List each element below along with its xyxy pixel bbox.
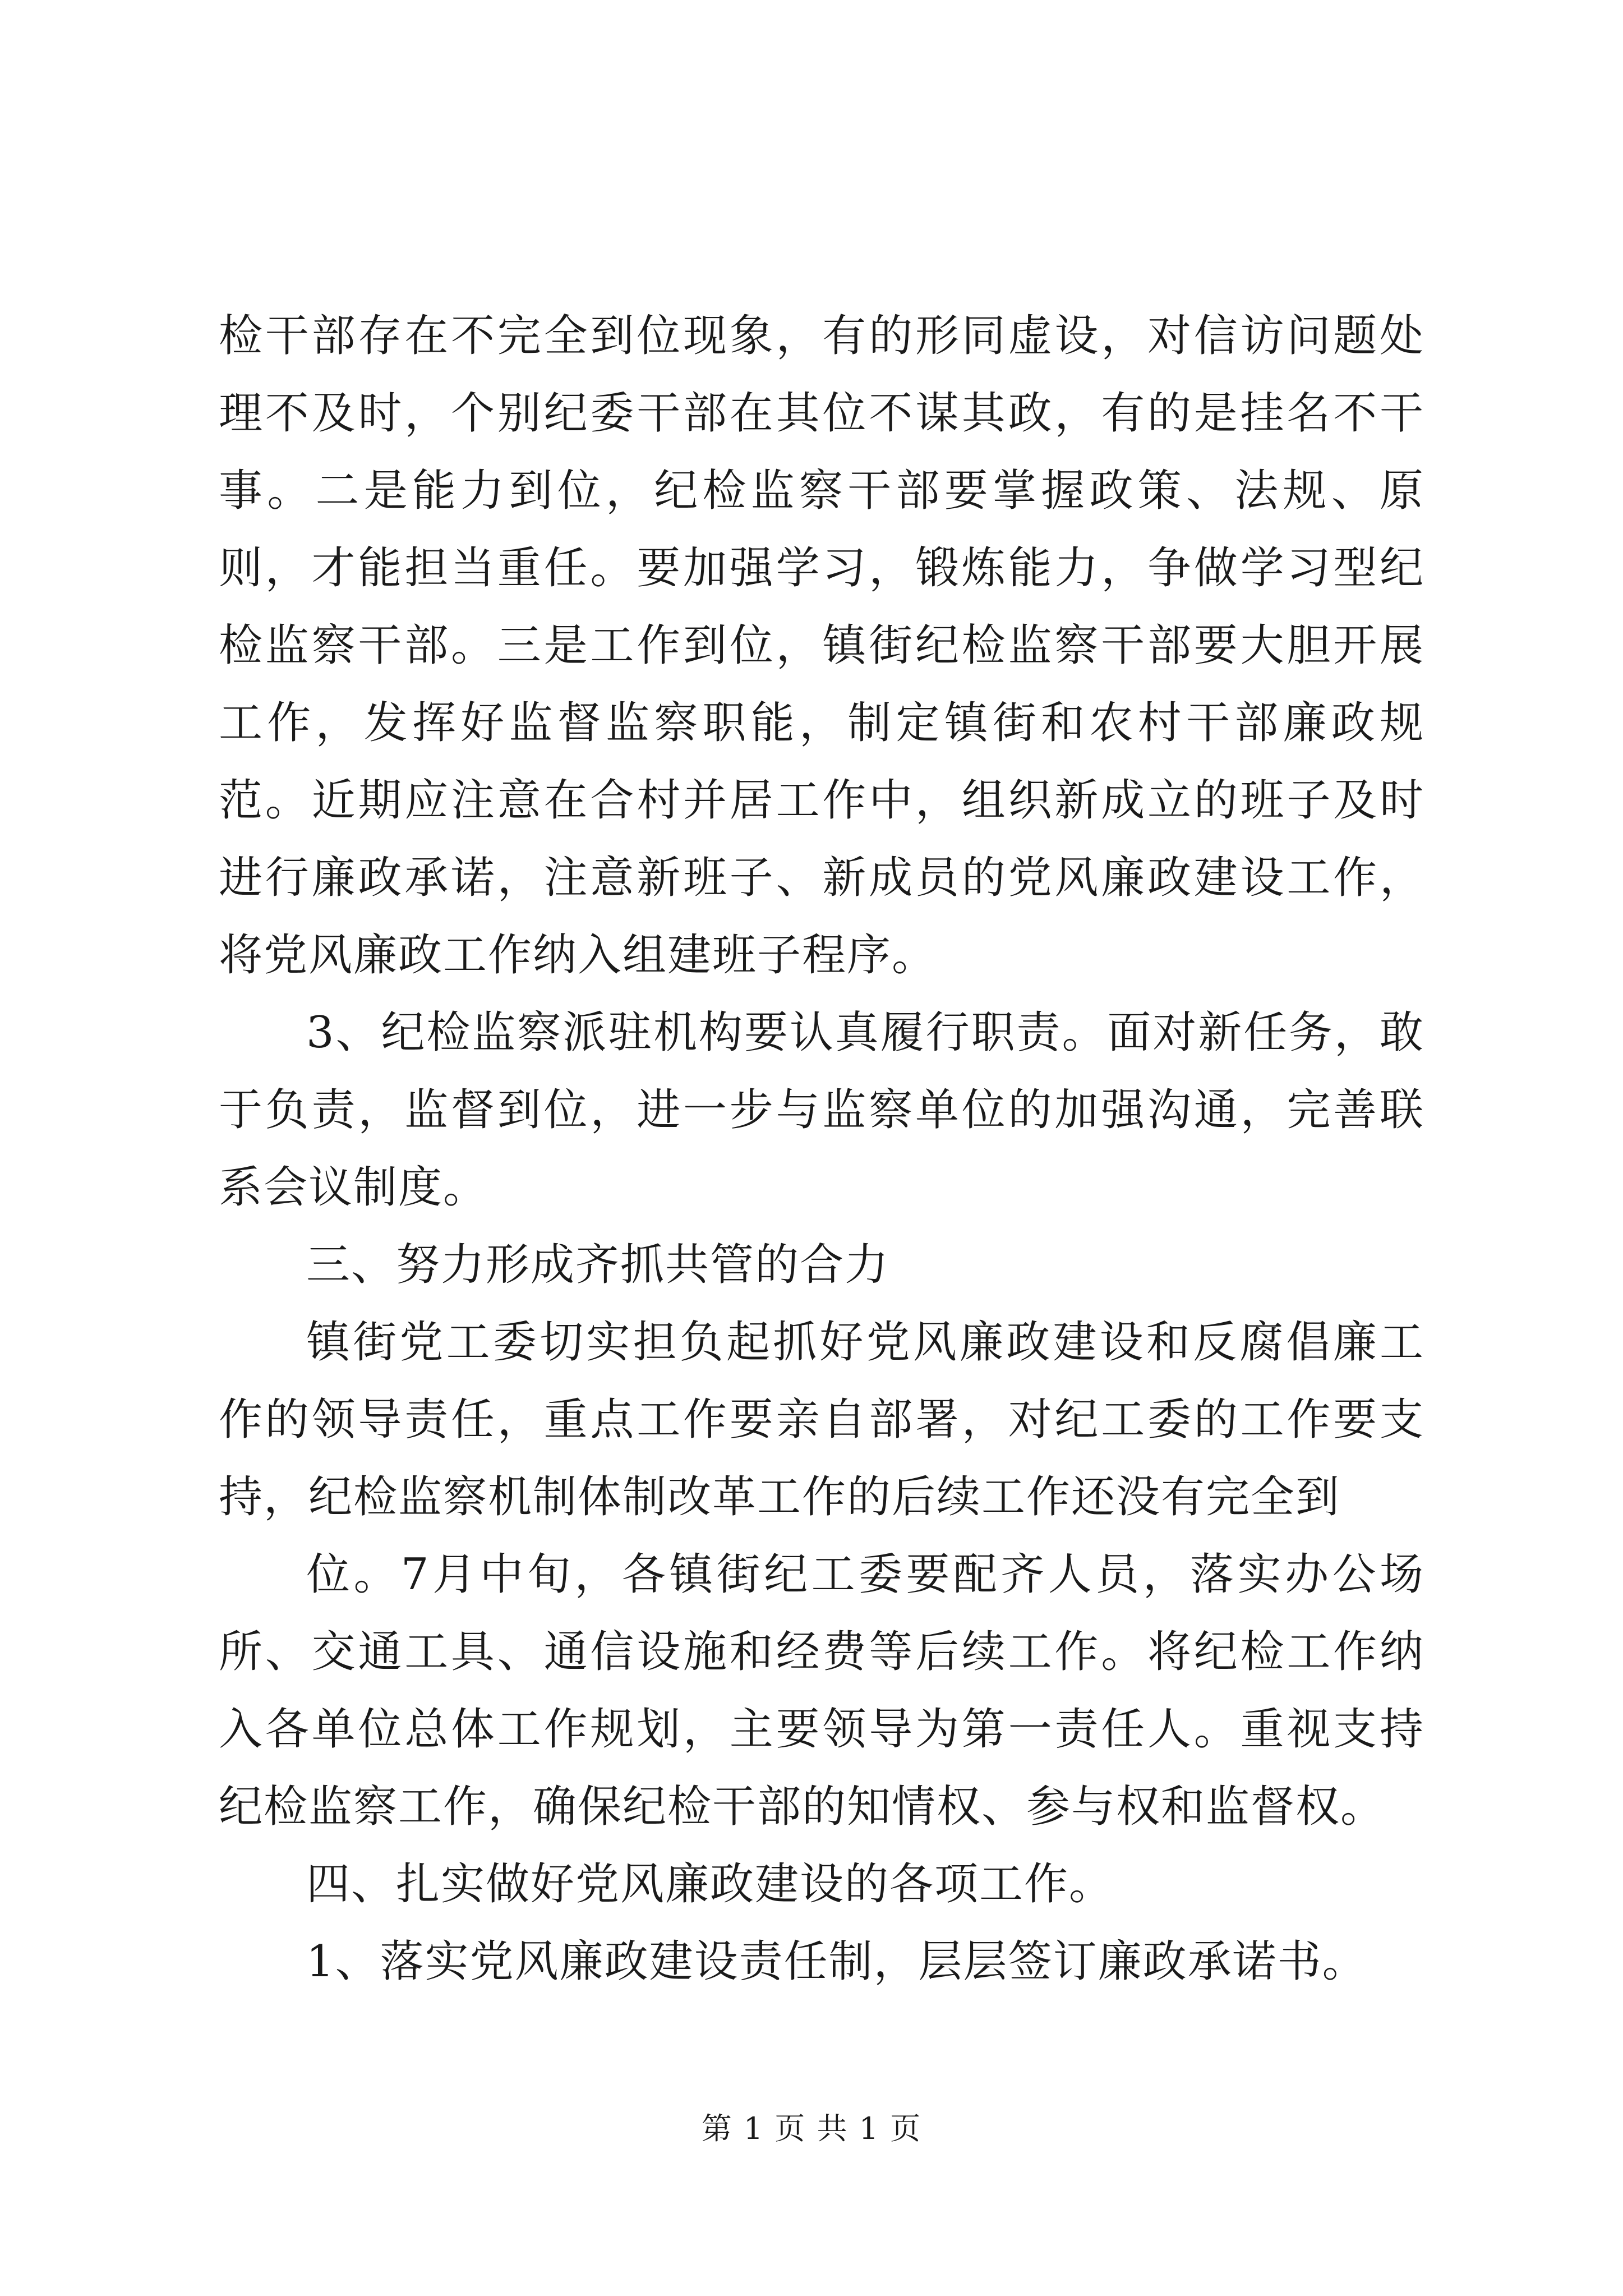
paragraph-item-1: 1、落实党风廉政建设责任制，层层签订廉政承诺书。 [306,1936,1367,1987]
paragraph-item-3: 3、纪检监察派驻机构要认真履行职责。面对新任务，敢于负责，监督到位，进一步与监察单位的加强沟通，完善联系会议制度。 [219,1007,1424,1213]
paragraph-continuation: 检干部存在不完全到位现象，有的形同虚设，对信访问题处理不及时，个别纪委干部在其位不谋其政，有的是挂名不干事。二是能力到位，纪检监察干部要掌握政策、法规、原则，才能担当重任。要加强学习，锻炼能力，争做学习型纪检监察干部。三是工作到位，镇街纪检监察干部要大胆开展工作，发挥好监督监察职能，制定镇街和农村干部廉政规范。近期应注意在合村并居工作中，组织新成立的班子及时进行廉政承诺，注意新班子、新成员的党风廉政建设工作，将党风廉政工作纳入组建班子程序。 [219,311,1424,981]
section-heading-4: 四、扎实做好党风廉政建设的各项工作。 [306,1859,1114,1910]
document-body [219,297,1424,2000]
paragraph-section-3-cont: 位。7月中旬，各镇街纪工委要配齐人员，落实办公场所、交通工具、通信设施和经费等后续工作。将纪检工作纳入各单位总体工作规划，主要领导为第一责任人。重视支持纪检监察工作，确保纪检干部的知情权、参与权和监督权。 [219,1549,1424,1832]
section-heading-3: 三、努力形成齐抓共管的合力 [306,1240,890,1290]
page-footer: 第 1 页 共 1 页 [701,2111,922,2146]
paragraph-section-3-body: 镇街党工委切实担负起抓好党风廉政建设和反腐倡廉工作的领导责任，重点工作要亲自部署，对纪工委的工作要支持，纪检监察机制体制改革工作的后续工作还没有完全到 [219,1317,1424,1522]
